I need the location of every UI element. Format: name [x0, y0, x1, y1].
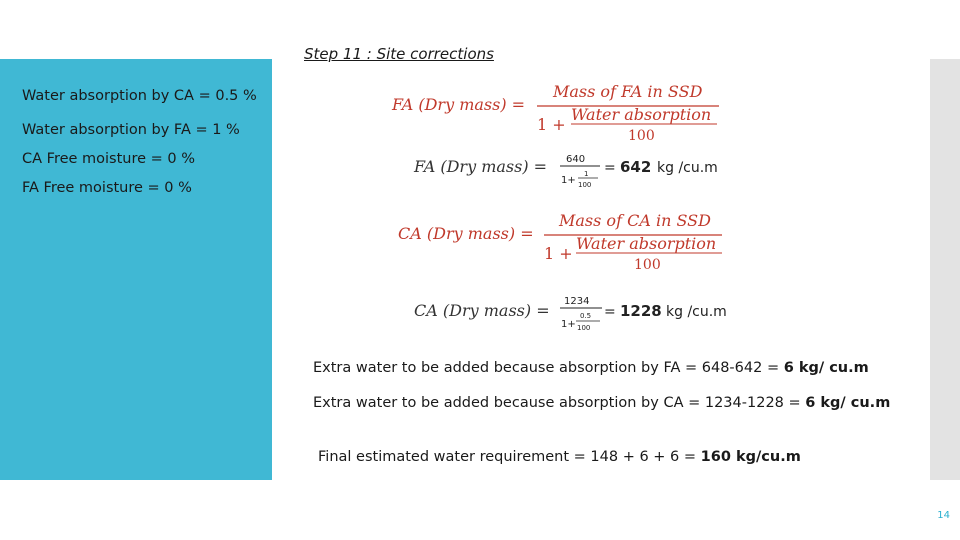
- fa-dry-mass-calculation: [410, 146, 730, 194]
- fa-absorption-line: Water absorption by FA = 1 %: [22, 122, 240, 138]
- ca-formula-den-den: 100: [634, 257, 661, 273]
- fa-formula-den-num: Water absorption: [571, 105, 712, 124]
- fa-formula-den-den: 100: [628, 128, 655, 144]
- fa-calc-small-num: 1: [584, 170, 589, 178]
- ca-calc-equals: =: [604, 304, 616, 320]
- fa-formula-numerator: Mass of FA in SSD: [553, 82, 703, 101]
- ca-dry-mass-calculation: [410, 290, 740, 338]
- fa-calc-den-prefix: 1+: [561, 175, 576, 186]
- fa-moisture-line: FA Free moisture = 0 %: [22, 180, 192, 196]
- fa-dry-mass-formula: [385, 78, 730, 146]
- ca-calc-small-num: 0.5: [580, 312, 592, 320]
- fa-calc-result: 642: [620, 158, 652, 176]
- ca-moisture-line: CA Free moisture = 0 %: [22, 151, 196, 167]
- ca-dry-mass-formula: [392, 207, 732, 275]
- final-water-line: [318, 449, 801, 465]
- extra-water-ca-text: Extra water to be added because absorption by CA = 1234-1228 =: [313, 395, 806, 411]
- right-gray-strip: [930, 59, 960, 480]
- ca-calc-lhs: CA (Dry mass) =: [414, 301, 550, 320]
- fa-calc-unit: kg /cu.m: [657, 160, 718, 176]
- extra-water-fa-value: 6 kg/ cu.m: [783, 360, 869, 376]
- fa-calc-numerator: 640: [566, 154, 586, 165]
- fa-calc-small-den: 100: [578, 181, 592, 189]
- extra-water-ca-value: 6 kg/ cu.m: [805, 395, 891, 411]
- ca-calc-unit: kg /cu.m: [666, 304, 727, 320]
- page-number: 14: [937, 510, 950, 521]
- ca-formula-den-num: Water absorption: [576, 234, 717, 253]
- final-water-value: 160 kg/cu.m: [700, 449, 801, 465]
- ca-formula-den-prefix: 1 +: [544, 244, 573, 263]
- extra-water-fa-line: [313, 360, 869, 376]
- fa-formula-lhs: FA (Dry mass) =: [392, 95, 526, 114]
- extra-water-ca-line: [313, 395, 890, 411]
- ca-calc-den-prefix: 1+: [561, 319, 576, 330]
- ca-calc-numerator: 1234: [564, 296, 590, 307]
- fa-calc-equals: =: [604, 160, 616, 176]
- ca-calc-small-den: 100: [577, 324, 591, 332]
- final-water-text: Final estimated water requirement = 148 + 6 + 6 =: [318, 449, 701, 465]
- ca-absorption-line: Water absorption by CA = 0.5 %: [22, 88, 257, 104]
- ca-formula-numerator: Mass of CA in SSD: [559, 211, 711, 230]
- extra-water-fa-text: Extra water to be added because absorption by FA = 648-642 =: [313, 360, 784, 376]
- ca-formula-lhs: CA (Dry mass) =: [398, 224, 534, 243]
- fa-calc-lhs: FA (Dry mass) =: [414, 157, 548, 176]
- fa-formula-den-prefix: 1 +: [537, 115, 566, 134]
- ca-calc-result: 1228: [620, 302, 662, 320]
- slide-title: Step 11 : Site corrections: [304, 45, 494, 63]
